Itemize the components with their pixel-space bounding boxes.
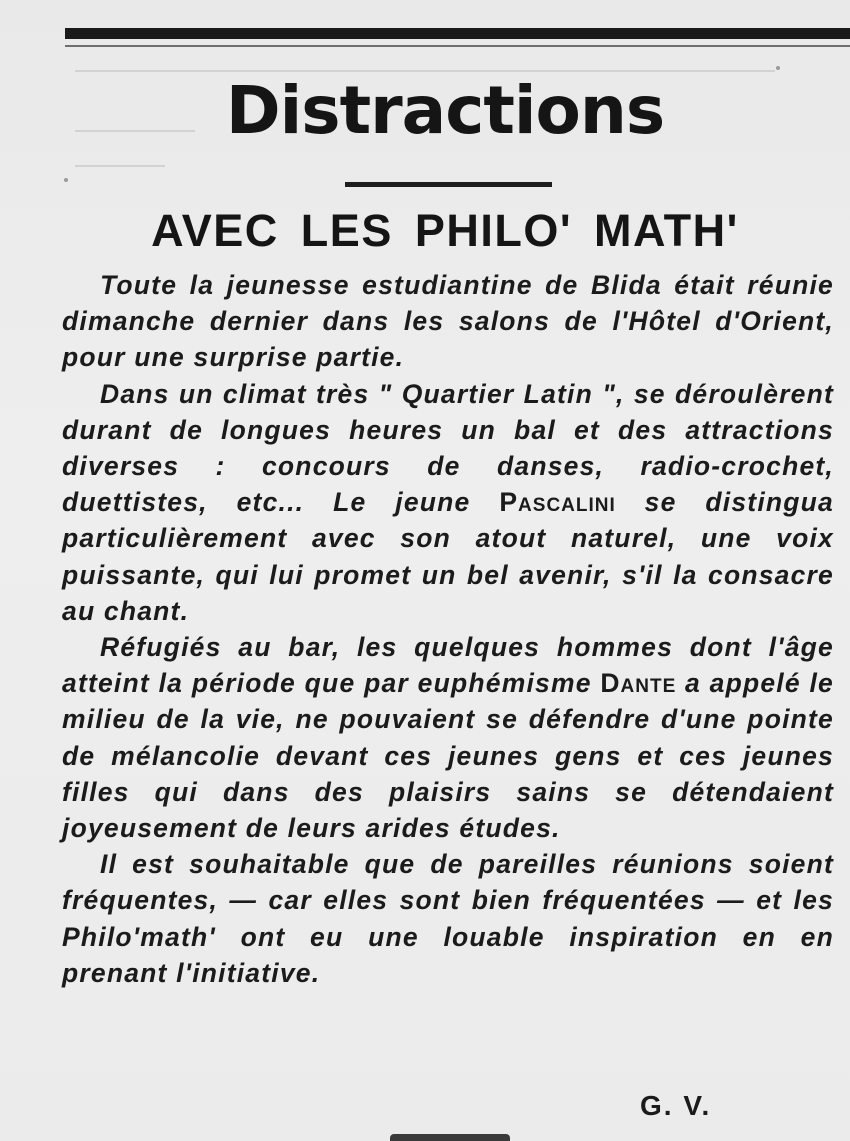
article-paragraph-1 — [62, 267, 834, 376]
person-name-pascalini: Pascalini — [499, 487, 616, 518]
faint-bleed-line — [75, 165, 165, 167]
top-thick-rule — [65, 28, 850, 39]
section-title: Distractions — [225, 72, 665, 149]
person-name-dante: Dante — [600, 668, 677, 699]
article-paragraph-4 — [62, 846, 834, 991]
top-thin-rule — [65, 45, 850, 47]
ink-speck — [776, 66, 780, 70]
title-divider — [345, 182, 552, 187]
paragraph-text: Il est souhaitable que de pareilles réunions soient fréquentes, — car elles sont bien fréquentées — et les Philo'math' ont eu une louable inspiration en en prenant l'initiative. — [62, 849, 834, 988]
article-paragraph-2 — [62, 376, 834, 629]
ink-speck — [64, 178, 68, 182]
author-signature: G. V. — [640, 1090, 712, 1121]
article-headline: AVEC LES PHILO' MATH' — [151, 205, 739, 256]
paragraph-text: a appelé le milieu de la vie, ne pouvaient se défendre d'une pointe de mélancolie devant ces jeunes gens et ces jeunes filles qui dans des plaisirs sains se détendaient joyeusement de leurs arides études. — [62, 668, 834, 844]
article-paragraph-3 — [62, 629, 834, 846]
paragraph-text: se distingua particulièrement avec son atout naturel, une voix puissante, qui lui promet un bel avenir, s'il la consacre au chant. — [62, 487, 834, 626]
next-article-stub — [390, 1134, 510, 1141]
article-body — [62, 267, 834, 991]
paragraph-text: Toute la jeunesse estudiantine de Blida était réunie dimanche dernier dans les salons de l'Hôtel d'Orient, pour une surprise partie. — [62, 270, 834, 373]
paragraph-text: Réfugiés au bar, les quelques hommes dont l'âge atteint la période que par euphémisme — [62, 632, 834, 699]
paragraph-text: Dans un climat très " Quartier Latin ", se déroulèrent durant de longues heures un bal et des attractions diverses : concours de danses, radio-crochet, duettistes, etc... Le jeune — [62, 378, 834, 518]
